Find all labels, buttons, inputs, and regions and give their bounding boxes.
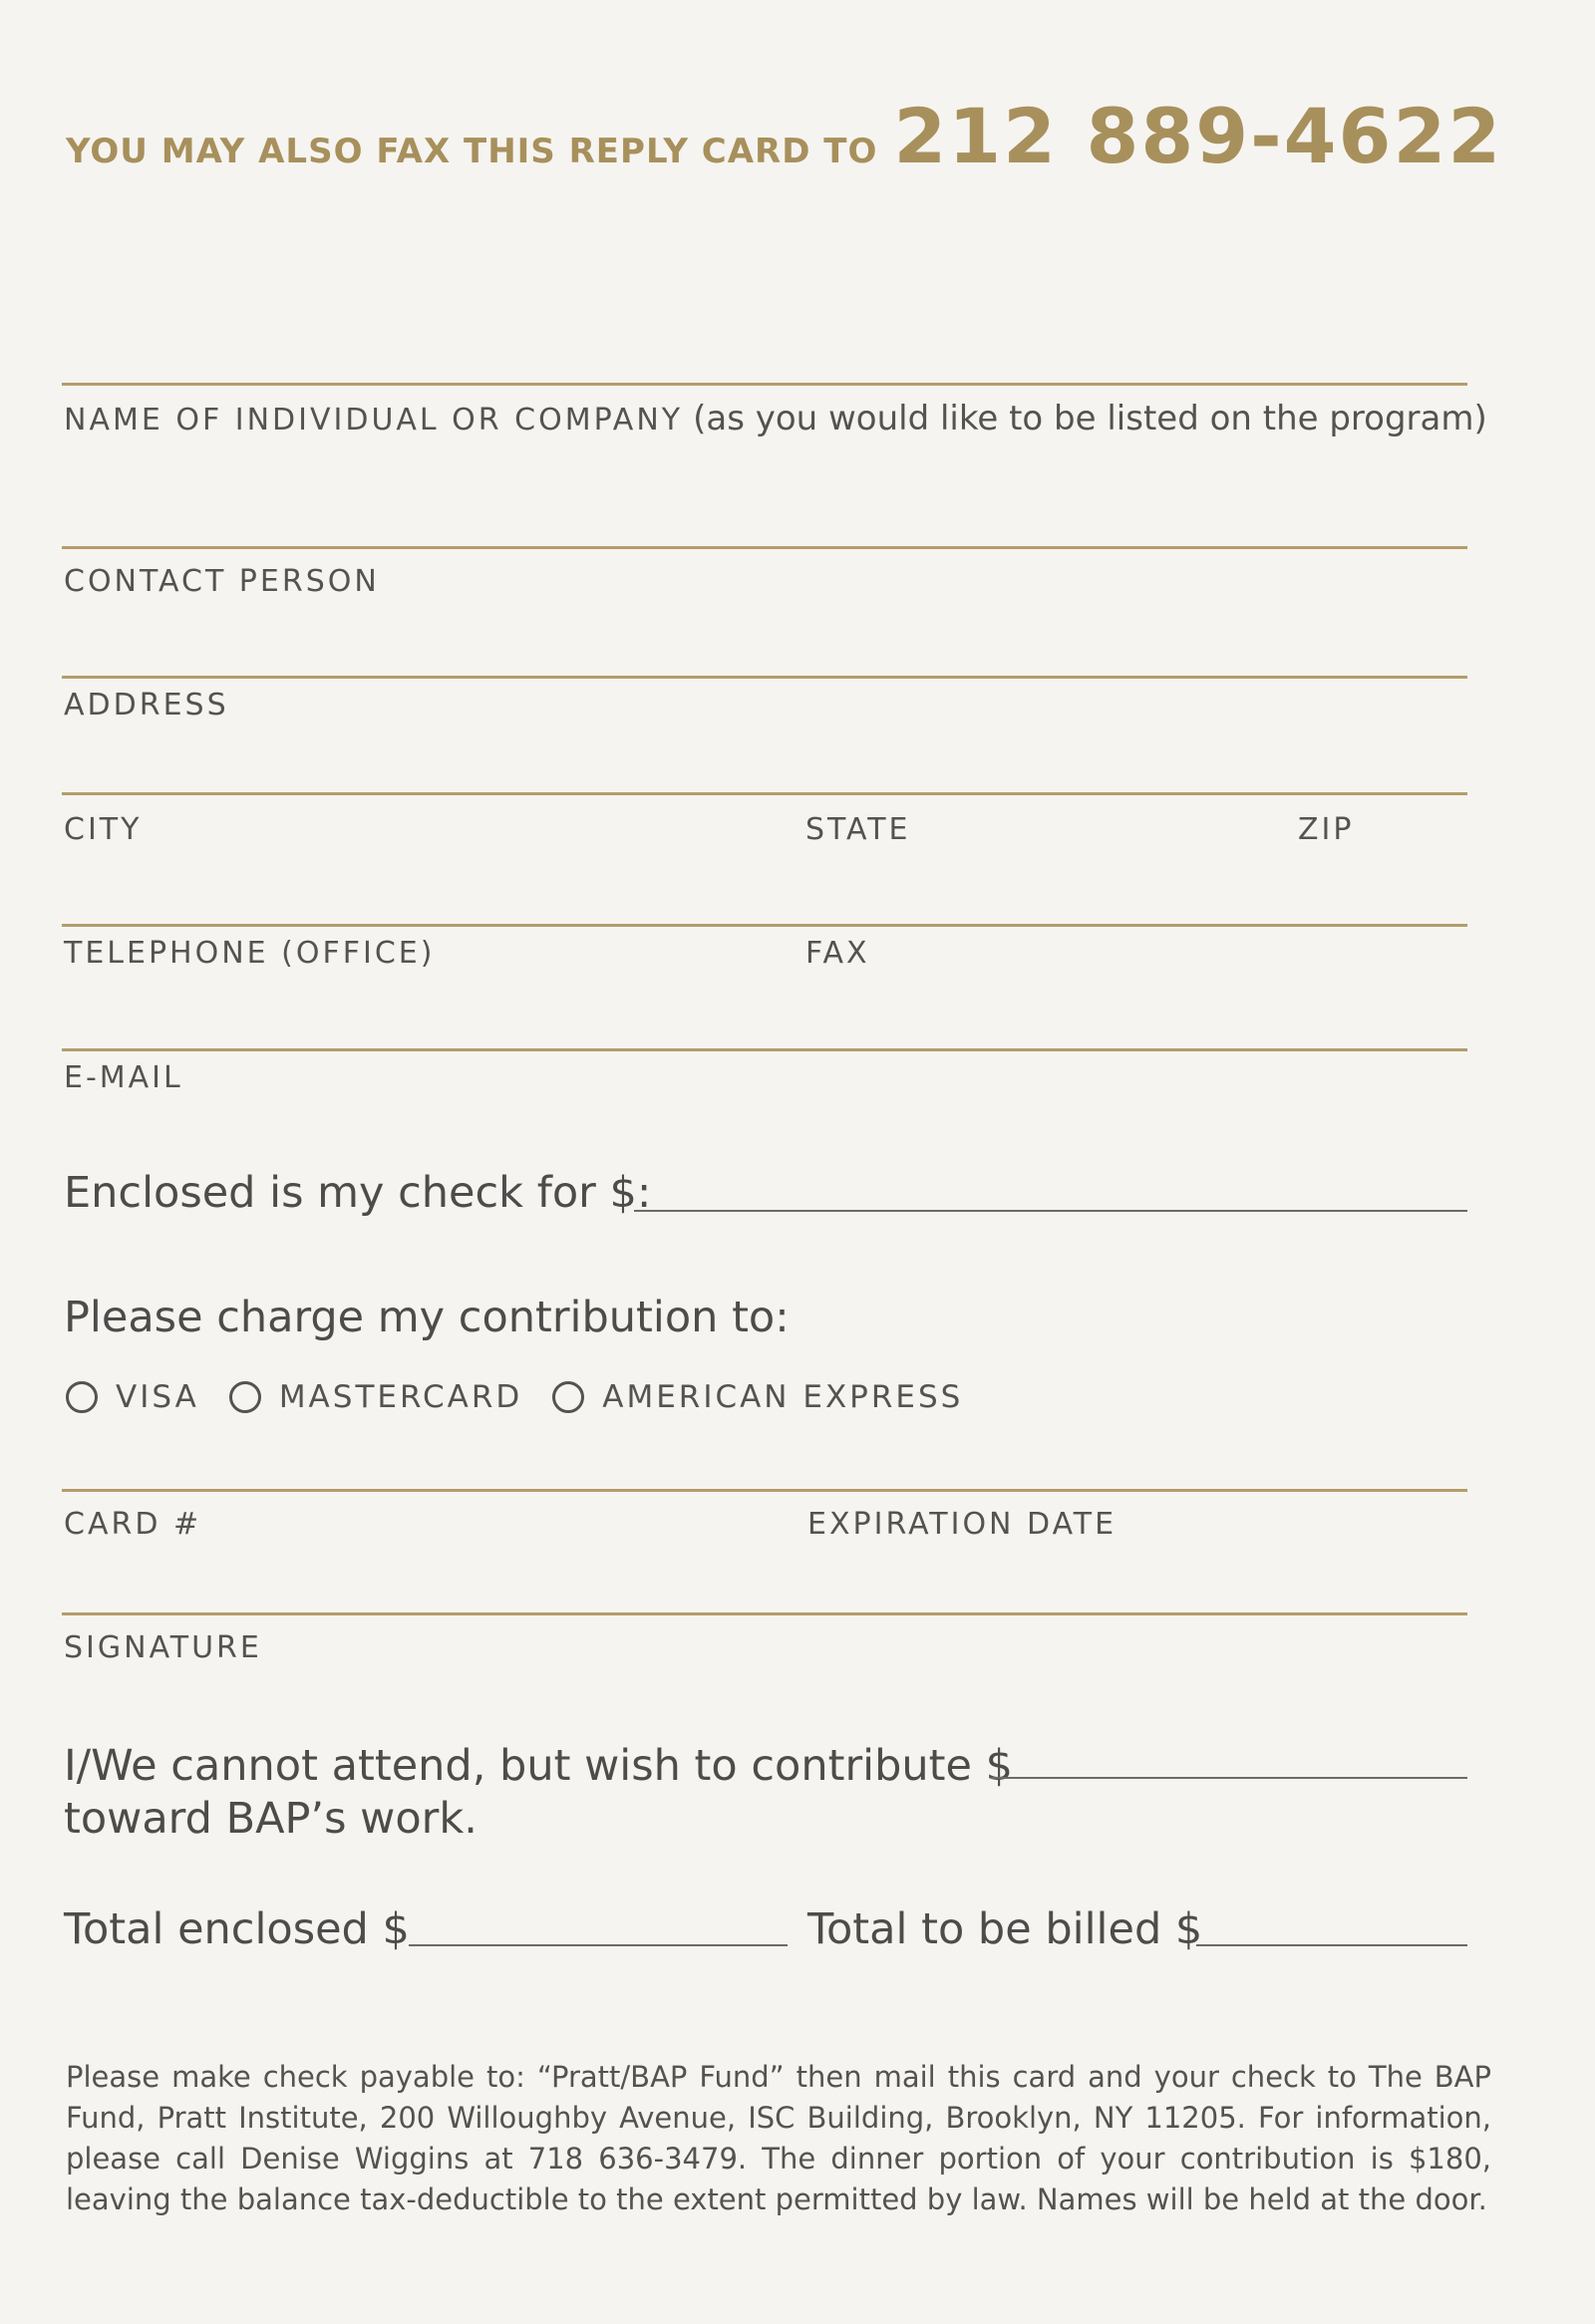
mastercard-label: MASTERCARD: [278, 1379, 523, 1415]
telephone-label: TELEPHONE (OFFICE): [64, 936, 436, 971]
email-field-line[interactable]: [62, 1048, 1467, 1051]
telephone-fax-line[interactable]: [62, 924, 1467, 927]
name-label: [64, 399, 1487, 438]
fax-label: FAX: [805, 936, 870, 971]
total-billed-line[interactable]: [1196, 1944, 1467, 1946]
fax-instruction: YOU MAY ALSO FAX THIS REPLY CARD TO: [66, 132, 878, 171]
charge-text: Please charge my contribution to:: [64, 1293, 790, 1342]
mastercard-radio[interactable]: [229, 1381, 261, 1413]
name-label-text: NAME OF INDIVIDUAL OR COMPANY: [64, 403, 684, 437]
card-type-options: [66, 1379, 993, 1415]
amex-label: AMERICAN EXPRESS: [602, 1379, 964, 1415]
total-enclosed-line[interactable]: [409, 1944, 788, 1946]
name-label-note: (as you would like to be listed on the program): [693, 399, 1487, 438]
contribute-text-line2: toward BAP’s work.: [64, 1794, 478, 1844]
visa-radio[interactable]: [66, 1381, 98, 1413]
visa-label: VISA: [116, 1379, 199, 1415]
contact-label: CONTACT PERSON: [64, 564, 380, 599]
fax-header: [66, 92, 1503, 180]
name-field-line[interactable]: [62, 383, 1467, 386]
address-label: ADDRESS: [64, 688, 229, 723]
state-label: STATE: [805, 812, 911, 847]
check-text: Enclosed is my check for $:: [64, 1168, 652, 1218]
signature-label: SIGNATURE: [64, 1630, 262, 1665]
card-label: CARD #: [64, 1507, 202, 1542]
address-field-line[interactable]: [62, 676, 1467, 679]
total-enclosed-text: Total enclosed $: [64, 1904, 410, 1954]
total-billed-text: Total to be billed $: [807, 1904, 1203, 1954]
city-label: CITY: [64, 812, 143, 847]
card-field-line[interactable]: [62, 1489, 1467, 1492]
zip-label: ZIP: [1298, 812, 1355, 847]
fax-number: 212 889-4622: [893, 92, 1503, 180]
amex-radio[interactable]: [552, 1381, 584, 1413]
contact-field-line[interactable]: [62, 546, 1467, 549]
check-amount-line[interactable]: [634, 1210, 1467, 1212]
city-state-zip-line[interactable]: [62, 792, 1467, 795]
signature-field-line[interactable]: [62, 1612, 1467, 1615]
contribute-text-line1: I/We cannot attend, but wish to contribute $: [64, 1741, 1013, 1791]
email-label: E-MAIL: [64, 1060, 183, 1095]
contribute-amount-line[interactable]: [991, 1777, 1467, 1779]
expiration-label: EXPIRATION DATE: [807, 1507, 1117, 1542]
mailing-instructions: Please make check payable to: “Pratt/BAP Fund” then mail this card and your check to The BAP Fund, Pratt Institute, 200 Willoughby Avenue, ISC Building, Brooklyn, NY 11205. For information, please call Denise Wiggins at 718 636-3479. The dinner portion of your contribution is $180, leaving the balance tax-deductible to the extent permitted by law. Names will be held at the door.: [66, 2060, 1491, 2216]
